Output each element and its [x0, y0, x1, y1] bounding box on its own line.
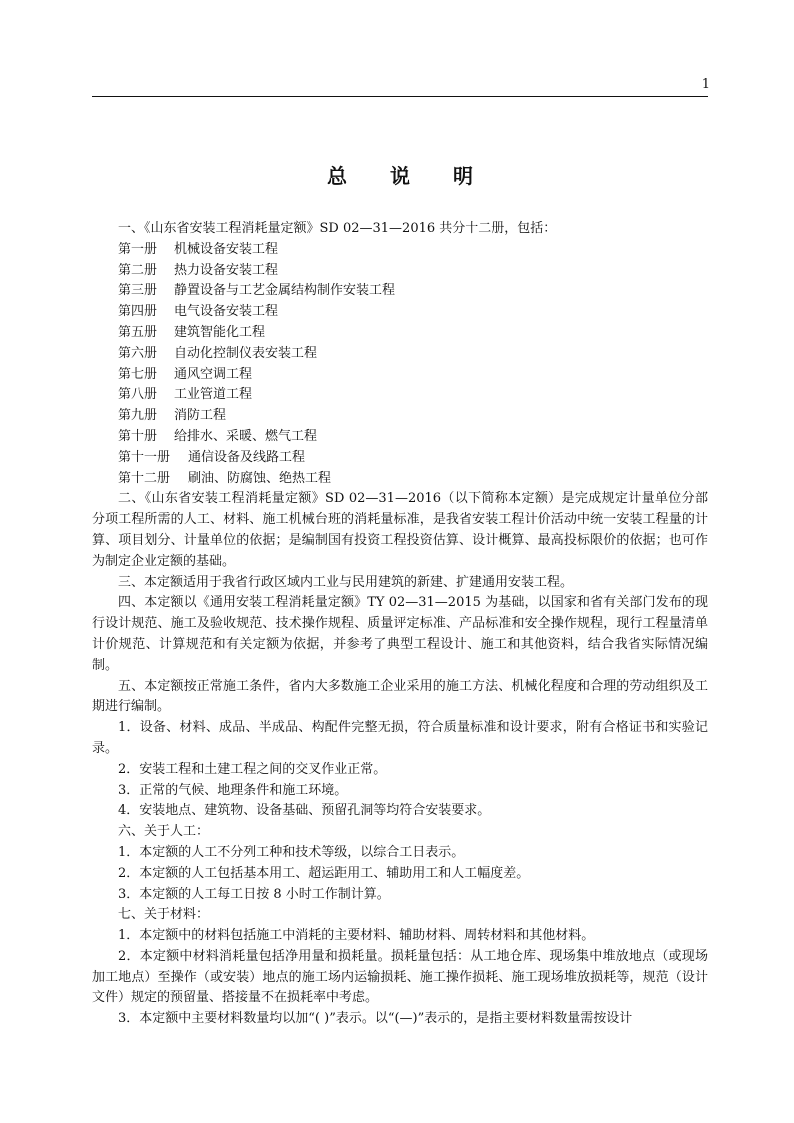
- volume-name: 热力设备安装工程: [174, 262, 279, 278]
- volume-name: 自动化控制仪表安装工程: [174, 345, 318, 361]
- paragraph-scope-definition: 二、《山东省安装工程消耗量定额》SD 02—31—2016（以下简称本定额）是完成规定计量单位分部分项工程所需的人工、材料、施工机械台班的消耗量标准，是我省安装工程计价活动中统一安装工程量的计算、项目划分、计量单位的依据；是编制国有投资工程投资估算、设计概算、最高投标限价的依据；也可作为制定企业定额的基础。: [92, 491, 708, 569]
- volume-number: 第十二册: [118, 470, 171, 486]
- volume-item: [92, 365, 708, 386]
- paragraph-basis: 四、本定额以《通用安装工程消耗量定额》TY 02—31—2015 为基础，以国家和省有关部门发布的现行设计规范、施工及验收规范、技术操作规程、质量评定标准、产品标准和安全操作规程，现行工程量清单计价规范、计算规范和有关定额为依据，并参考了典型工程设计、施工和其他资料，结合我省实际情况编制。: [92, 595, 708, 673]
- paragraph-materials-3: 3．本定额中主要材料数量均以加“( )”表示。以“(—)”表示的，是指主要材料数量需按设计: [118, 1011, 633, 1027]
- volume-name: 建筑智能化工程: [174, 324, 266, 340]
- paragraph-materials-2: 2．本定额中材料消耗量包括净用量和损耗量。损耗量包括：从工地仓库、现场集中堆放地点（或现场加工地点）至操作（或安装）地点的施工场内运输损耗、施工操作损耗、施工现场堆放损耗等，规范（设计文件）规定的预留量、搭接量不在损耗率中考虑。: [92, 948, 708, 1006]
- volume-number: 第六册: [118, 345, 158, 361]
- paragraph-condition-4: 4．安装地点、建筑物、设备基础、预留孔洞等均符合安装要求。: [118, 803, 491, 819]
- volume-item: [92, 344, 708, 365]
- paragraph-materials-1: 1．本定额中的材料包括施工中消耗的主要材料、辅助材料、周转材料和其他材料。: [118, 928, 595, 944]
- section-heading-labor: 六、关于人工：: [118, 824, 210, 840]
- volume-number: 第十一册: [118, 449, 171, 465]
- paragraph-labor-1: 1．本定额的人工不分列工种和技术等级，以综合工日表示。: [118, 844, 465, 860]
- volume-number: 第五册: [118, 324, 158, 340]
- volume-item: [92, 302, 708, 323]
- paragraph-applicability: 三、本定额适用于我省行政区域内工业与民用建筑的新建、扩建通用安装工程。: [118, 574, 574, 590]
- volume-number: 第八册: [118, 387, 158, 403]
- volume-number: 第七册: [118, 366, 158, 382]
- volume-item: [92, 261, 708, 282]
- volume-name: 通信设备及线路工程: [188, 449, 306, 465]
- page-number: 1: [701, 77, 710, 92]
- volume-item: [92, 323, 708, 344]
- paragraph-condition-3: 3．正常的气候、地理条件和施工环境。: [118, 782, 348, 798]
- paragraph-labor-3: 3．本定额的人工每工日按 8 小时工作制计算。: [118, 886, 390, 902]
- volume-number: 第三册: [118, 283, 158, 299]
- volume-name: 刷油、防腐蚀、绝热工程: [188, 470, 332, 486]
- volume-number: 第四册: [118, 304, 158, 320]
- volume-item: [92, 448, 708, 469]
- page-title: 总 说 明: [327, 164, 491, 188]
- volume-item: [92, 240, 708, 261]
- volume-list: [92, 240, 708, 490]
- volume-number: 第一册: [118, 241, 158, 257]
- volume-number: 第二册: [118, 262, 158, 278]
- paragraph-condition-1: 1．设备、材料、成品、半成品、构配件完整无损，符合质量标准和设计要求，附有合格证书和实验记录。: [92, 720, 708, 756]
- volume-number: 第十册: [118, 428, 158, 444]
- volume-name: 机械设备安装工程: [174, 241, 279, 257]
- volume-name: 电气设备安装工程: [174, 304, 279, 320]
- volume-item: [92, 469, 708, 490]
- volume-name: 通风空调工程: [174, 366, 253, 382]
- paragraph-conditions: 五、本定额按正常施工条件，省内大多数施工企业采用的施工方法、机械化程度和合理的劳动组织及工期进行编制。: [92, 678, 708, 715]
- volume-number: 第九册: [118, 408, 158, 424]
- volume-item: [92, 385, 708, 406]
- volume-item: [92, 406, 708, 427]
- volume-name: 给排水、采暖、燃气工程: [174, 428, 318, 444]
- volume-item: [92, 281, 708, 302]
- intro-paragraph: 一、《山东省安装工程消耗量定额》SD 02—31—2016 共分十二册，包括：: [118, 221, 557, 236]
- volume-name: 工业管道工程: [174, 387, 253, 403]
- document-body: [92, 219, 708, 1030]
- paragraph-condition-2: 2．安装工程和土建工程之间的交叉作业正常。: [118, 761, 387, 777]
- volume-item: [92, 427, 708, 448]
- volume-name: 静置设备与工艺金属结构制作安装工程: [174, 283, 396, 299]
- section-heading-materials: 七、关于材料：: [118, 907, 210, 923]
- paragraph-labor-2: 2．本定额的人工包括基本用工、超运距用工、辅助用工和人工幅度差。: [118, 865, 530, 881]
- volume-name: 消防工程: [174, 408, 227, 424]
- header-rule: [92, 96, 708, 97]
